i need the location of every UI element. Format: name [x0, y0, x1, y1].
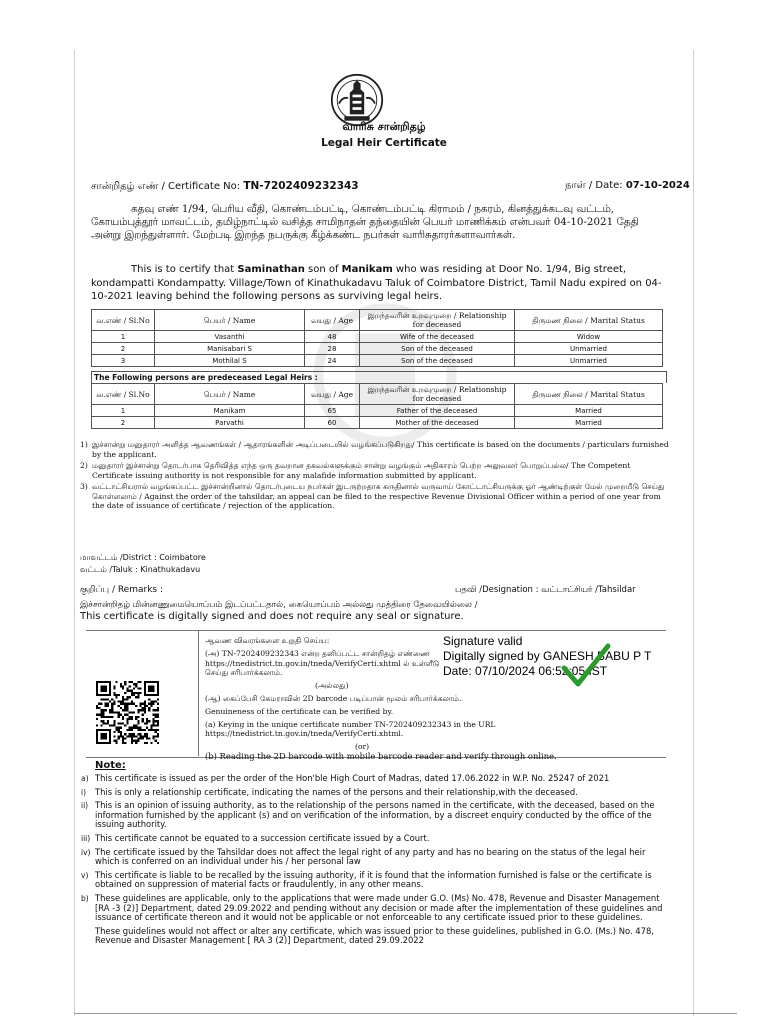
certificate-number-label: சான்றிதழ் எண் / Certificate No:: [91, 181, 244, 192]
item-number: a): [81, 774, 89, 783]
footer-divider: [74, 1013, 737, 1014]
list-item: [81, 871, 671, 890]
note-heading: Note:: [95, 760, 126, 771]
verify-line: (or): [355, 742, 370, 752]
cell: Manisabari S: [155, 343, 305, 355]
list-item: [81, 774, 671, 784]
list-item: [81, 788, 671, 798]
table-row: [92, 405, 663, 417]
deceased-name: Saminathan: [237, 264, 305, 275]
taluk: வட்டம் /Taluk : Kinathukadavu: [80, 565, 201, 574]
cell: Mother of the deceased: [360, 417, 515, 429]
title-english: Legal Heir Certificate: [321, 137, 447, 149]
cell: 3: [92, 355, 155, 367]
note-list: [81, 774, 671, 946]
list-item: [80, 440, 670, 459]
col-slno: வ.எண் / Sl.No: [92, 310, 155, 331]
verify-line: (அ) TN-7202409232343 என்ற தனிப்பட்ட சான்றிதழ் எண்ணை https://tnedistrict.tn.gov.in/tneda/VerifyCerti.xhtml ல் உள்ளீடு செய்து சரிபார்க்கலாம்.: [205, 648, 440, 678]
cell: Son of the deceased: [360, 343, 515, 355]
list-item: [80, 461, 670, 480]
list-item: [81, 834, 671, 844]
verification-divider: [198, 630, 199, 756]
col-relationship: இறந்தவரின் உறவுமுறை / Relationship for deceased: [360, 384, 515, 405]
cell: Married: [515, 405, 663, 417]
item-number: iv): [81, 847, 91, 857]
item-number: 3): [80, 482, 88, 491]
item-text: இச்சான்று மனுதாரர் அளித்த ஆவணங்கள் / ஆதாரங்களின் அடிப்படையில் வழங்கப்படுகிறது/ This certificate is based on the documents / particulars furnished by the applicant.: [92, 440, 669, 459]
conditions-list: [80, 440, 670, 513]
item-number: 1): [80, 440, 88, 449]
predeceased-heirs-table: [91, 383, 663, 429]
item-text: This certificate is issued as per the order of the Hon'ble High Court of Madras, dated 17.06.2022 in W.P. No. 25247 of 2021: [95, 773, 610, 783]
cell: 1: [92, 331, 155, 343]
cell: 2: [92, 343, 155, 355]
para-text: son of: [304, 264, 342, 275]
remarks: குறிப்பு / Remarks :: [80, 585, 163, 595]
date-label: நாள் / Date:: [565, 180, 626, 191]
cell: Unmarried: [515, 355, 663, 367]
item-text: This certificate cannot be equated to a succession certificate issued by a Court.: [95, 832, 430, 843]
para-text: This is to certify that: [131, 264, 238, 275]
cell: Unmarried: [515, 343, 663, 355]
title-tamil: வாரிசு சான்றிதழ்: [342, 120, 426, 133]
district: மாவட்டம் /District : Coimbatore: [80, 553, 206, 562]
note-extra: These guidelines would not affect or alter any certificate, which was issued prior to these guidelines, published in G.O. (Ms.) No. 478, Revenue and Disaster Management [ RA 3 (2)] Department, dated 29.09.2022: [95, 925, 654, 946]
certificate-number-value: TN-7202409232343: [243, 180, 359, 192]
checkmark-icon: [560, 642, 612, 688]
item-text: வட்டாட்சியரால் வழங்கப்பட்ட இச்சான்றினால் தொடர்புடைய நபர்கள் இடருற்றதாக கருதினால் வருவாய் கோட்டாட்சியருக்கு ஓர் ஆண்டிற்குள் மேல் முறையீடு செய்து கொள்ளலாம் / Against the order of the tahsildar, an appeal can be filed to the respective Revenue Divisional Officer within a period of one year from the date of issuance of certificate / rejection of the application.: [92, 482, 665, 510]
col-name: பெயர் / Name: [155, 310, 305, 331]
digital-sign-note-tamil: இச்சான்றிதழ் மின்னணுமையொப்பம் இடப்பட்டதால், கையொப்பம் அல்லது முத்திரை தேவையில்லை /: [80, 600, 478, 610]
table-row: [92, 417, 663, 429]
item-number: v): [81, 870, 89, 880]
table-row: [92, 331, 663, 343]
tamil-nadu-emblem-icon: [330, 73, 384, 127]
cell: Mothilal S: [155, 355, 305, 367]
item-number: i): [81, 787, 87, 797]
item-number: iii): [81, 833, 91, 843]
cell: 65: [305, 405, 360, 417]
list-item: [81, 801, 671, 830]
verify-line: ஆவண விவரங்களை உறுதி செய்ய:: [205, 636, 330, 645]
col-marital-status: திருமண நிலை / Marital Status: [515, 310, 663, 331]
list-item: [81, 848, 671, 867]
col-marital-status: திருமண நிலை / Marital Status: [515, 384, 663, 405]
certificate-number: [91, 180, 359, 193]
item-number: ii): [81, 801, 89, 811]
cell: 48: [305, 331, 360, 343]
cell: Married: [515, 417, 663, 429]
col-age: வயது / Age: [305, 310, 360, 331]
item-text: The certificate issued by the Tahsildar does not affect the legal right of any party and has no bearing on the status of the legal heir which is conferred on an individual under his / her personal law: [95, 846, 646, 867]
item-text: This is an opinion of issuing authority, as to the relationship of the persons named in the certificate, with the deceased, based on the information furnished by the applicant (s) and on verification of the information, by a discreet enquiry conducted by the office of the issuing authority.: [95, 800, 655, 830]
cell: Manikam: [155, 405, 305, 417]
digital-signature[interactable]: [443, 634, 651, 679]
list-item: [80, 482, 670, 511]
signature-signer: Digitally signed by GANESH BABU P T: [443, 649, 652, 663]
verify-line: (அல்லது): [315, 681, 349, 691]
table-row: [92, 343, 663, 355]
cell: Widow: [515, 331, 663, 343]
legal-heirs-table: [91, 309, 663, 367]
paragraph-english: [91, 263, 666, 304]
predeceased-caption: The Following persons are predeceased Legal Heirs :: [91, 371, 667, 383]
date-value: 07-10-2024: [625, 180, 690, 191]
cell: 24: [305, 355, 360, 367]
paragraph-tamil: கதவு எண் 1/94, பெரிய வீதி, கொண்டம்பட்டி, கொண்டம்பட்டி கிராமம் / நகரம், கினத்துக்கடவு வட்டம், கோயம்புத்தூர் மாவட்டம், தமிழ்நாட்டில் வசித்த சாமிநாதன் தந்தையின் பெயர் மாணிக்கம் என்பவர் 04-10-2021 தேதி அன்று இறந்துள்ளார். மேற்படி இறந்த நபருக்கு கீழ்க்கண்ட நபர்கள் வாரிசுதாரர்களாவார்கள்.: [91, 203, 639, 241]
cell: Wife of the deceased: [360, 331, 515, 343]
cell: Son of the deceased: [360, 355, 515, 367]
cell: 2: [92, 417, 155, 429]
cell: Parvathi: [155, 417, 305, 429]
qr-code-icon[interactable]: [96, 681, 159, 744]
signature-date: Date: 07/10/2024 06:52:05 IST: [443, 664, 608, 678]
col-age: வயது / Age: [305, 384, 360, 405]
item-text: மனுதாரர் இச்சான்று தொடர்பாக தெரிவித்த எந்த ஒரு தவறான தகவல்களுக்கும் சான்று வழங்கும் அதிகாரம் பெற்ற அலுவலர் பொறுப்பல்ல/ The Competent Certificate issuing authority is not responsible for any malafide information submitted by applicant.: [92, 461, 631, 480]
verify-line: (ஆ) கைப்பேசி கேமராவின் 2D barcode படிப்பான் மூலம் சரிபார்க்கலாம்.: [205, 693, 462, 703]
cell: 28: [305, 343, 360, 355]
designation: பதவி /Designation : வட்டாட்சியர் /Tahsildar: [455, 585, 636, 595]
table-row: [92, 355, 663, 367]
cell: 1: [92, 405, 155, 417]
verify-line: (a) Keying in the unique certificate number TN-7202409232343 in the URL https://tnedistrict.tn.gov.in/tneda/VerifyCerti.xhtml.: [205, 719, 496, 739]
digital-sign-note-english: This certificate is digitally signed and does not require any seal or signature.: [80, 611, 464, 622]
para-text: who was residing at Door No. 1/94, Big street, kondampatti Kondampatty. Village/Town of Kinathukadavu Taluk of Coimbatore District, Tamil Nadu expired on 04-10-2021 leaving behind the following persons as surviving legal heirs.: [91, 264, 662, 302]
item-number: b): [81, 893, 89, 903]
cell: Father of the deceased: [360, 405, 515, 417]
signature-status: Signature valid: [443, 634, 523, 648]
father-name: Manikam: [341, 264, 393, 275]
verify-line: (b) Reading the 2D barcode with mobile barcode reader and verify through online.: [205, 750, 557, 761]
cell: Vasanthi: [155, 331, 305, 343]
cell: 60: [305, 417, 360, 429]
list-item: [81, 894, 671, 923]
item-text: These guidelines are applicable, only to the applications that were made under G.O. (Ms) No. 478, Revenue and Disaster Management [RA -3 (2)] Department, dated 29.09.2022 and pending without any decision or made after the implementation of these guidelines and issuance of certificate thereon and it would not be applicable or not enforceable to any certificate issued prior to these guidelines.: [95, 892, 663, 923]
item-number: 2): [80, 461, 88, 470]
col-slno: வ.எண் / Sl.No: [92, 384, 155, 405]
item-text: This certificate is liable to be recalled by the issuing authority, if it is found that the information furnished is false or the certificate is obtained on suppression of material facts or fraudulently, in any other means.: [95, 869, 652, 890]
certificate-date: [565, 180, 690, 192]
item-text: This is only a relationship certificate, indicating the names of the persons and their relationship,with the deceased.: [95, 786, 578, 797]
col-name: பெயர் / Name: [155, 384, 305, 405]
col-relationship: இறந்தவரின் உறவுமுறை / Relationship for deceased: [360, 310, 515, 331]
verify-line: Genuineness of the certificate can be verified by.: [205, 706, 394, 716]
